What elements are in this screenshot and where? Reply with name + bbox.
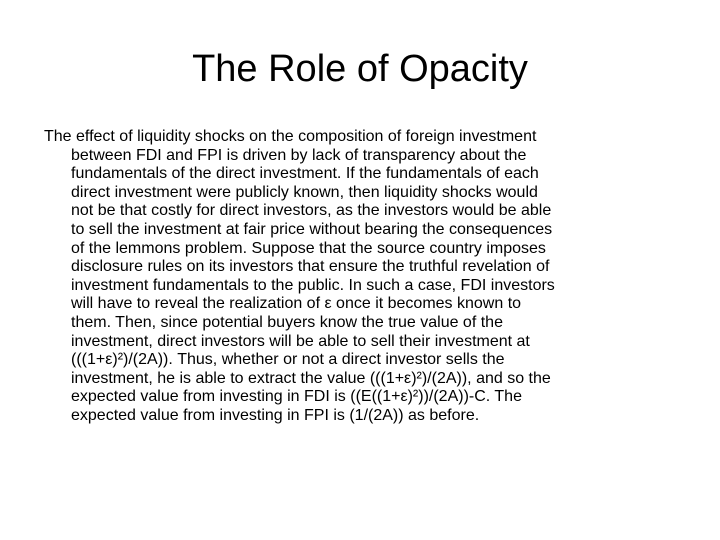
body-line: will have to reveal the realization of ε once it becomes known to: [71, 295, 522, 313]
body-line: disclosure rules on its investors that ensure the truthful revelation of: [71, 258, 550, 276]
body-line: investment, direct investors will be able to sell their investment at: [71, 332, 530, 350]
body-line: between FDI and FPI is driven by lack of transparency about the: [71, 146, 527, 164]
body-line: of the lemmons problem. Suppose that the source country imposes: [71, 239, 546, 257]
body-line: investment fundamentals to the public. In such a case, FDI investors: [71, 276, 555, 294]
body-line: direct investment were publicly known, then liquidity shocks would: [71, 183, 538, 201]
slide-title: The Role of Opacity: [192, 48, 528, 90]
body-line: expected value from investing in FDI is ((E((1+ε)²))/(2A))-C. The: [71, 388, 522, 406]
slide-body-paragraph: [44, 128, 684, 426]
body-line: to sell the investment at fair price without bearing the consequences: [71, 220, 553, 238]
body-line: investment, he is able to extract the value (((1+ε)²)/(2A)), and so the: [71, 369, 551, 387]
body-line: (((1+ε)²)/(2A)). Thus, whether or not a direct investor sells the: [71, 351, 505, 369]
body-line: fundamentals of the direct investment. If the fundamentals of each: [71, 165, 539, 183]
body-line: not be that costly for direct investors, as the investors would be able: [71, 202, 552, 220]
body-line: The effect of liquidity shocks on the composition of foreign investment: [44, 128, 537, 145]
body-line: them. Then, since potential buyers know the true value of the: [71, 313, 503, 331]
body-line: expected value from investing in FPI is (1/(2A)) as before.: [71, 406, 480, 424]
